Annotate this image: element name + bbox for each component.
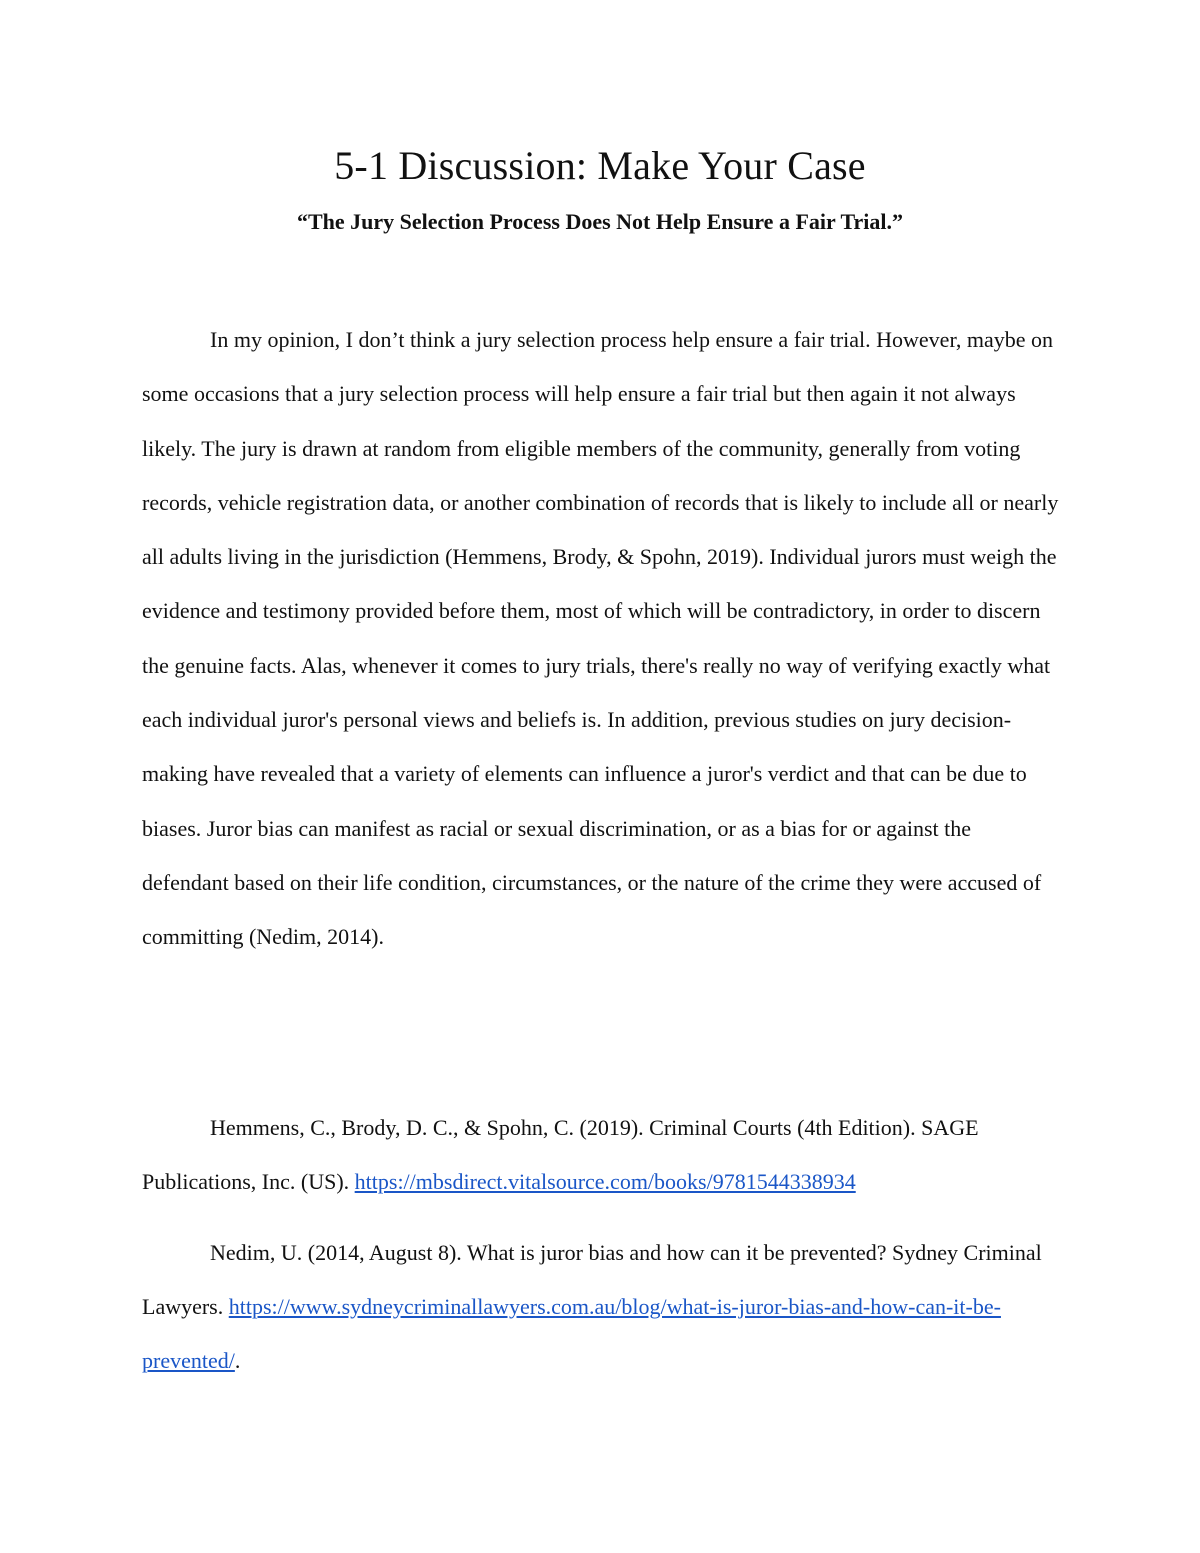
reference-text: Nedim, U. (2014, August 8). What is juror bias and how can it be prevented? Sydney Criminal Lawyers.	[142, 1239, 1042, 1319]
reference-item	[142, 1101, 1062, 1210]
references-list	[142, 1101, 1062, 1404]
reference-trailing: .	[234, 1348, 241, 1374]
reference-item	[142, 1226, 1062, 1389]
body-paragraph: In my opinion, I don’t think a jury selection process help ensure a fair trial. However, maybe on some occasions that a jury selection process will help ensure a fair trial but then again it not always likely. The jury is drawn at random from eligible members of the community, generally from voting records, vehicle registration data, or another combination of records that is likely to include all or nearly all adults living in the jurisdiction (Hemmens, Brody, & Spohn, 2019). Individual jurors must weigh the evidence and testimony provided before them, most of which will be contradictory, in order to discern the genuine facts. Alas, whenever it comes to jury trials, there's really no way of verifying exactly what each individual juror's personal views and beliefs is. In addition, previous studies on jury decision-making have revealed that a variety of elements can influence a juror's verdict and that can be due to biases. Juror bias can manifest as racial or sexual discrimination, or as a bias for or against the defendant based on their life condition, circumstances, or the nature of the crime they were accused of committing (Nedim, 2014).	[142, 327, 1059, 950]
page-subtitle: “The Jury Selection Process Does Not Help Ensure a Fair Trial.”	[297, 209, 903, 234]
reference-link[interactable]: https://www.sydneycriminallawyers.com.au/blog/what-is-juror-bias-and-how-can-it-be-prevented/	[142, 1293, 1001, 1374]
reference-link[interactable]: https://mbsdirect.vitalsource.com/books/9781544338934	[354, 1169, 856, 1195]
reference-text: Hemmens, C., Brody, D. C., & Spohn, C. (2019). Criminal Courts (4th Edition). SAGE Publications, Inc. (US).	[142, 1115, 979, 1195]
page-title: 5-1 Discussion: Make Your Case	[334, 143, 866, 188]
